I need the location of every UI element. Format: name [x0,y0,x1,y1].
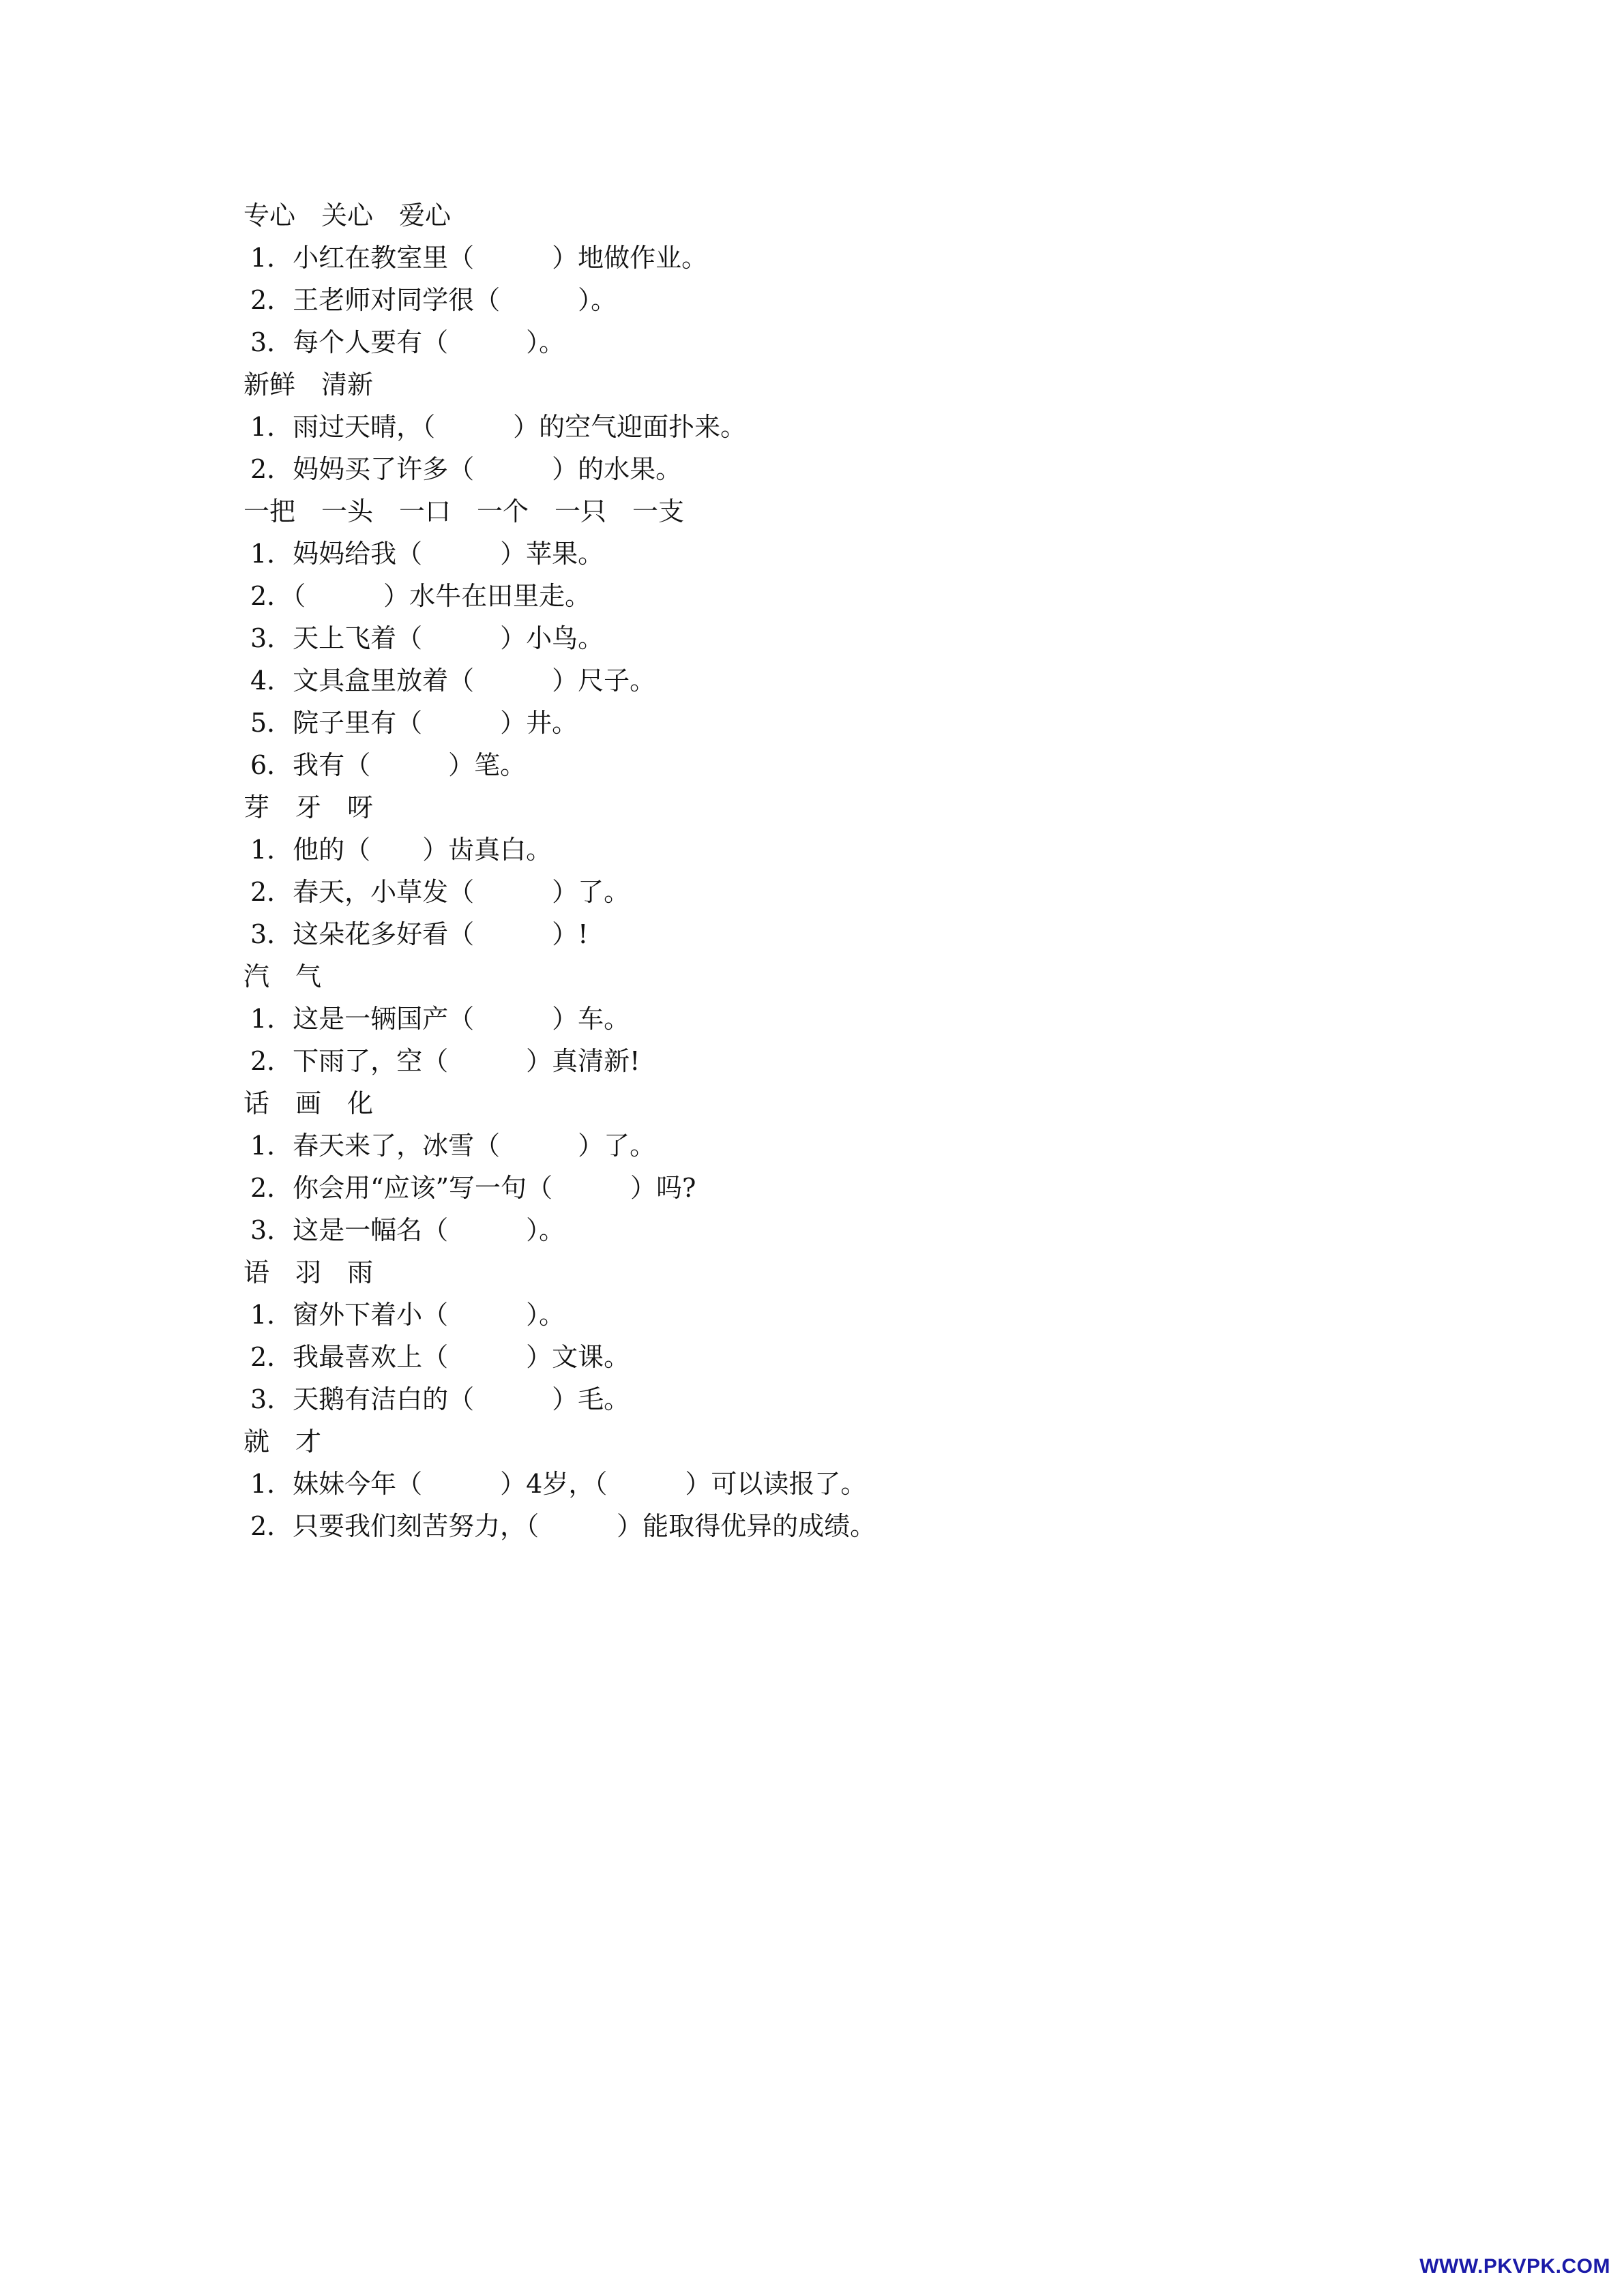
fill-blank-item: 3．天上飞着（ ）小鸟。 [250,623,604,653]
fill-blank-item: 2．春天，小草发（ ）了。 [250,877,630,907]
fill-blank-item: 1．妹妹今年（ ）4岁，（ ）可以读报了。 [250,1469,867,1499]
worksheet [243,194,1403,1547]
fill-blank-item: 2．你会用“应该”写一句（ ）吗? [250,1173,696,1203]
fill-blank-item: 1．他的（ ）齿真白。 [250,835,552,865]
fill-blank-item: 2．妈妈买了许多（ ）的水果。 [250,454,682,484]
fill-blank-item: 2．（ ）水牛在田里走。 [250,581,591,611]
word-group-heading: 话 画 化 [243,1088,374,1118]
fill-blank-item: 3．每个人要有（ ）。 [250,327,565,357]
word-group-heading: 新鲜 清新 [243,370,374,400]
word-group-heading: 专心 关心 爱心 [243,200,452,230]
word-group-heading: 芽 牙 呀 [243,792,374,822]
fill-blank-item: 1．窗外下着小（ ）。 [250,1300,565,1330]
fill-blank-item: 1．春天来了，冰雪（ ）了。 [250,1131,656,1161]
fill-blank-item: 1．这是一辆国产（ ）车。 [250,1004,630,1034]
fill-blank-item: 2．王老师对同学很（ ）。 [250,285,617,315]
word-group-heading: 语 羽 雨 [243,1257,374,1287]
fill-blank-item: 2．只要我们刻苦努力，（ ）能取得优异的成绩。 [250,1511,876,1541]
fill-blank-item: 6．我有（ ）笔。 [250,750,527,780]
word-group-heading: 就 才 [243,1427,322,1457]
word-group-heading: 一把 一头 一口 一个 一只 一支 [243,496,685,526]
fill-blank-item: 3．天鹅有洁白的（ ）毛。 [250,1384,630,1414]
word-group-heading: 汽 气 [243,961,322,992]
footer-site-url[interactable]: WWW.PKVPK.COM [1419,2255,1610,2278]
fill-blank-item: 1．妈妈给我（ ）苹果。 [250,539,604,569]
fill-blank-item: 1．小红在教室里（ ）地做作业。 [250,243,708,273]
fill-blank-item: 5．院子里有（ ）井。 [250,708,578,738]
fill-blank-item: 1．雨过天晴，（ ）的空气迎面扑来。 [250,412,747,442]
fill-blank-item: 3．这朵花多好看（ ）! [250,919,589,949]
fill-blank-item: 4．文具盒里放着（ ）尺子。 [250,666,656,696]
fill-blank-item: 2．我最喜欢上（ ）文课。 [250,1342,630,1372]
fill-blank-item: 2．下雨了，空（ ）真清新! [250,1046,640,1076]
fill-blank-item: 3．这是一幅名（ ）。 [250,1215,565,1245]
